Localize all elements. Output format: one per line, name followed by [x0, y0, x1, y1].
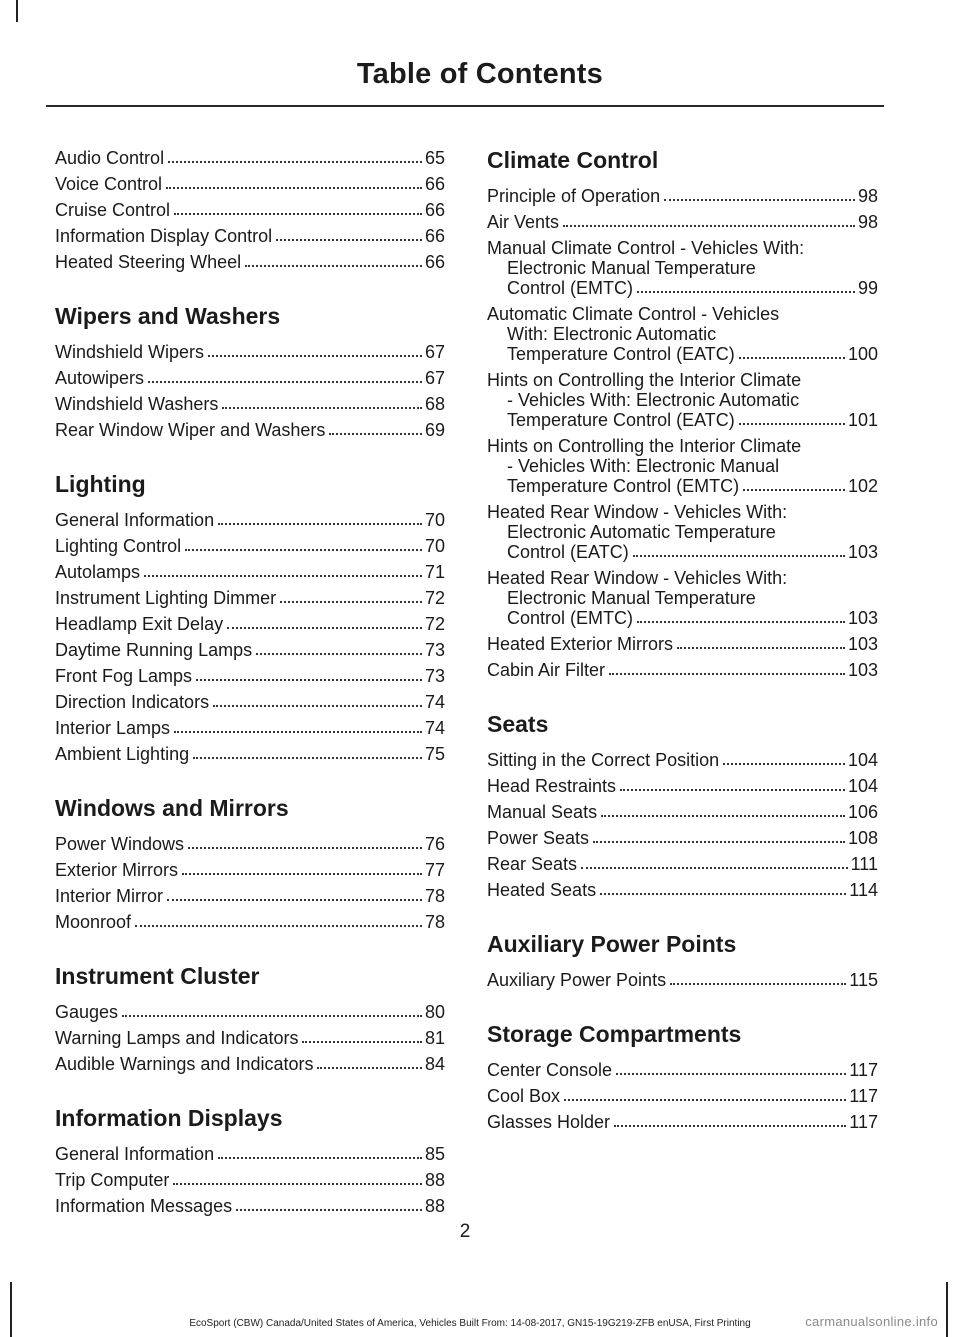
toc-page-number: 70	[424, 510, 445, 530]
toc-page-number: 72	[424, 614, 445, 634]
toc-page-number: 69	[424, 420, 445, 440]
toc-list	[55, 831, 445, 935]
toc-list	[487, 747, 878, 903]
toc-entry[interactable]	[55, 365, 445, 391]
toc-page-number: 88	[424, 1196, 445, 1216]
toc-entry-label: Direction Indicators	[55, 692, 210, 712]
toc-entry-line: Electronic Manual Temperature	[507, 588, 756, 608]
toc-entry-label: Auxiliary Power Points	[487, 970, 667, 990]
toc-entry[interactable]	[55, 507, 445, 533]
toc-page-number: 99	[857, 278, 878, 298]
toc-entry[interactable]	[55, 999, 445, 1025]
toc-page-number: 74	[424, 692, 445, 712]
toc-entry[interactable]	[55, 611, 445, 637]
dot-leader	[739, 423, 845, 425]
toc-section-climate-control	[487, 145, 878, 683]
toc-page-number: 66	[424, 174, 445, 194]
toc-list	[55, 145, 445, 275]
toc-entry-label: Rear Seats	[487, 854, 578, 874]
toc-page-number: 75	[424, 744, 445, 764]
toc-entry-line	[487, 542, 878, 562]
toc-page-number: 88	[424, 1170, 445, 1190]
toc-entry-label: Heated Steering Wheel	[55, 252, 242, 272]
dot-leader	[222, 407, 422, 409]
dot-leader	[317, 1067, 421, 1069]
dot-leader	[227, 627, 422, 629]
section-heading: Auxiliary Power Points	[487, 931, 737, 957]
toc-page-number: 98	[857, 186, 878, 206]
watermark: carmanualsonline.info	[805, 1314, 938, 1329]
toc-entry[interactable]	[55, 689, 445, 715]
dot-leader	[564, 1099, 846, 1101]
dot-leader	[637, 621, 845, 623]
toc-page-number: 76	[424, 834, 445, 854]
dot-leader	[616, 1073, 846, 1075]
toc-entry-line: - Vehicles With: Electronic Manual	[507, 456, 780, 476]
dot-leader	[739, 357, 845, 359]
footer-text: EcoSport (CBW) Canada/United States of America, Vehicles Built From: 14-08-2017, GN15-19G219-ZFB enUSA, First Printing	[189, 1318, 751, 1329]
dot-leader	[329, 433, 422, 435]
toc-list	[487, 1057, 878, 1135]
toc-entry-label: Center Console	[487, 1060, 613, 1080]
toc-section	[55, 145, 445, 275]
toc-entry[interactable]	[55, 1141, 445, 1167]
toc-entry-label: Lighting Control	[55, 536, 182, 556]
dot-leader	[245, 265, 422, 267]
dot-leader	[144, 575, 422, 577]
toc-page-number: 117	[849, 1060, 878, 1080]
toc-entry[interactable]	[55, 909, 445, 935]
toc-entry-label: Autolamps	[55, 562, 141, 582]
section-heading: Seats	[487, 711, 549, 737]
toc-entry-line	[487, 344, 878, 364]
toc-entry[interactable]	[55, 197, 445, 223]
toc-entry[interactable]	[55, 741, 445, 767]
toc-section-seats	[487, 709, 878, 903]
toc-section-information-displays	[55, 1103, 445, 1219]
toc-page-number: 115	[849, 970, 878, 990]
section-heading: Storage Compartments	[487, 1021, 742, 1047]
dot-leader	[188, 847, 422, 849]
section-heading: Wipers and Washers	[55, 303, 281, 329]
toc-entry-line: Manual Climate Control - Vehicles With:	[487, 238, 805, 258]
toc-entry-label: Temperature Control (EMTC)	[507, 476, 740, 496]
toc-entry-label: Sitting in the Correct Position	[487, 750, 720, 770]
toc-page-number: 114	[849, 880, 878, 900]
dot-leader	[174, 213, 422, 215]
dot-leader	[193, 757, 422, 759]
toc-entry[interactable]	[487, 773, 878, 799]
toc-entry[interactable]	[55, 585, 445, 611]
section-heading: Lighting	[55, 471, 146, 497]
toc-entry-line	[487, 608, 878, 628]
toc-entry-label: Cool Box	[487, 1086, 561, 1106]
toc-entry-line: - Vehicles With: Electronic Automatic	[507, 390, 800, 410]
toc-page-number: 78	[424, 912, 445, 932]
dot-leader	[166, 187, 422, 189]
crop-mark-bottom-left	[10, 1282, 12, 1337]
toc-entry[interactable]	[487, 825, 878, 851]
page-title: Table of Contents	[356, 58, 603, 90]
toc-section-auxiliary-power-points	[487, 929, 878, 993]
dot-leader	[256, 653, 422, 655]
toc-page-number: 68	[424, 394, 445, 414]
toc-entry[interactable]	[487, 799, 878, 825]
toc-page-number: 66	[424, 200, 445, 220]
toc-entry[interactable]	[55, 339, 445, 365]
toc-page-number: 117	[849, 1112, 878, 1132]
toc-list	[55, 507, 445, 767]
dot-leader	[633, 555, 845, 557]
toc-entry-label: Trip Computer	[55, 1170, 170, 1190]
dot-leader	[743, 489, 845, 491]
toc-entry[interactable]	[55, 1193, 445, 1219]
toc-entry-line: Hints on Controlling the Interior Climate	[487, 370, 802, 390]
dot-leader	[185, 549, 422, 551]
toc-entry-line: Automatic Climate Control - Vehicles	[487, 304, 780, 324]
dot-leader	[280, 601, 422, 603]
toc-entry-label: Control (EATC)	[507, 542, 629, 562]
toc-entry-label: Windshield Washers	[55, 394, 219, 414]
section-heading: Climate Control	[487, 147, 659, 173]
toc-section-lighting	[55, 469, 445, 767]
dot-leader	[637, 291, 855, 293]
toc-entry-label: Information Display Control	[55, 226, 273, 246]
toc-page-number: 73	[424, 640, 445, 660]
dot-leader	[664, 199, 855, 201]
toc-page-number: 81	[424, 1028, 445, 1048]
toc-entry-label: Power Windows	[55, 834, 185, 854]
toc-entry-label: Warning Lamps and Indicators	[55, 1028, 299, 1048]
dot-leader	[609, 673, 845, 675]
toc-entry-label: Heated Exterior Mirrors	[487, 634, 674, 654]
toc-entry[interactable]	[487, 183, 878, 209]
toc-page-number: 98	[857, 212, 878, 232]
toc-entry[interactable]	[55, 417, 445, 443]
toc-entry[interactable]	[55, 249, 445, 275]
toc-entry-label: Head Restraints	[487, 776, 617, 796]
dot-leader	[677, 647, 845, 649]
toc-page-number: 103	[847, 542, 878, 562]
toc-entry[interactable]	[487, 433, 878, 499]
toc-entry[interactable]	[487, 851, 878, 877]
toc-page-number: 104	[847, 750, 878, 770]
toc-page-number: 77	[424, 860, 445, 880]
toc-entry-line	[487, 278, 878, 298]
dot-leader	[302, 1041, 422, 1043]
toc-entry-label: Cabin Air Filter	[487, 660, 606, 680]
toc-page-number: 65	[424, 148, 445, 168]
dot-leader	[218, 1157, 422, 1159]
toc-entry-label: Headlamp Exit Delay	[55, 614, 224, 634]
section-heading: Information Displays	[55, 1105, 283, 1131]
toc-entry[interactable]	[487, 1109, 878, 1135]
toc-page-number: 73	[424, 666, 445, 686]
toc-entry[interactable]	[55, 391, 445, 417]
toc-entry-label: Audible Warnings and Indicators	[55, 1054, 314, 1074]
dot-leader	[168, 161, 422, 163]
dot-leader	[218, 523, 422, 525]
toc-entry[interactable]	[487, 301, 878, 367]
toc-entry[interactable]	[487, 367, 878, 433]
section-heading: Windows and Mirrors	[55, 795, 289, 821]
toc-column-right	[487, 145, 878, 1135]
toc-entry[interactable]	[55, 533, 445, 559]
toc-entry[interactable]	[55, 1167, 445, 1193]
toc-entry-label: Interior Mirror	[55, 886, 164, 906]
toc-entry-label: Glasses Holder	[487, 1112, 611, 1132]
toc-entry[interactable]	[487, 565, 878, 631]
dot-leader	[723, 763, 845, 765]
toc-entry-label: Air Vents	[487, 212, 560, 232]
toc-entry[interactable]	[55, 883, 445, 909]
toc-page-number: 67	[424, 342, 445, 362]
toc-entry-line: Electronic Manual Temperature	[507, 258, 756, 278]
toc-entry[interactable]	[55, 145, 445, 171]
toc-entry[interactable]	[487, 235, 878, 301]
toc-entry[interactable]	[487, 499, 878, 565]
toc-entry-label: Heated Seats	[487, 880, 597, 900]
toc-entry-label: Information Messages	[55, 1196, 233, 1216]
toc-list	[487, 967, 878, 993]
dot-leader	[276, 239, 422, 241]
toc-entry-label: Control (EMTC)	[507, 608, 634, 628]
toc-entry-label: Manual Seats	[487, 802, 598, 822]
toc-entry-label: Power Seats	[487, 828, 590, 848]
toc-entry[interactable]	[55, 637, 445, 663]
toc-entry[interactable]	[487, 209, 878, 235]
dot-leader	[581, 867, 848, 869]
toc-page-number: 108	[847, 828, 878, 848]
toc-entry[interactable]	[55, 559, 445, 585]
dot-leader	[208, 355, 422, 357]
toc-page-number: 80	[424, 1002, 445, 1022]
toc-page-number: 102	[847, 476, 878, 496]
dot-leader	[670, 983, 846, 985]
toc-entry-label: Moonroof	[55, 912, 132, 932]
toc-page-number: 72	[424, 588, 445, 608]
toc-entry[interactable]	[487, 1083, 878, 1109]
toc-entry-line: Heated Rear Window - Vehicles With:	[487, 568, 788, 588]
toc-page-number: 85	[424, 1144, 445, 1164]
page-number: 2	[459, 1221, 471, 1242]
toc-entry[interactable]	[487, 657, 878, 683]
toc-entry-label: Autowipers	[55, 368, 145, 388]
toc-page-number: 101	[847, 410, 878, 430]
toc-entry-label: Windshield Wipers	[55, 342, 205, 362]
toc-entry-label: Gauges	[55, 1002, 119, 1022]
toc-page-number: 71	[424, 562, 445, 582]
toc-entry[interactable]	[55, 715, 445, 741]
toc-section-instrument-cluster	[55, 961, 445, 1077]
toc-page-number: 66	[424, 252, 445, 272]
dot-leader	[593, 841, 845, 843]
toc-entry-label: Audio Control	[55, 148, 165, 168]
toc-entry-label: Ambient Lighting	[55, 744, 190, 764]
toc-entry[interactable]	[487, 747, 878, 773]
toc-entry-line: Electronic Automatic Temperature	[507, 522, 776, 542]
toc-entry[interactable]	[487, 967, 878, 993]
toc-entry-label: Rear Window Wiper and Washers	[55, 420, 326, 440]
dot-leader	[213, 705, 422, 707]
toc-entry[interactable]	[55, 223, 445, 249]
toc-entry-line: Heated Rear Window - Vehicles With:	[487, 502, 788, 522]
toc-page-number: 111	[850, 854, 878, 874]
header-rule	[46, 105, 884, 107]
toc-page-number: 84	[424, 1054, 445, 1074]
dot-leader	[620, 789, 845, 791]
toc-list	[55, 999, 445, 1077]
toc-entry[interactable]	[55, 831, 445, 857]
dot-leader	[122, 1015, 422, 1017]
toc-column-left	[55, 145, 445, 1219]
dot-leader	[563, 225, 855, 227]
toc-entry-label: Cruise Control	[55, 200, 171, 220]
toc-list	[55, 1141, 445, 1219]
toc-list	[55, 339, 445, 443]
dot-leader	[174, 731, 422, 733]
dot-leader	[196, 679, 422, 681]
toc-page-number: 106	[847, 802, 878, 822]
toc-entry[interactable]	[55, 1025, 445, 1051]
toc-page-number: 78	[424, 886, 445, 906]
toc-entry-label: Voice Control	[55, 174, 163, 194]
toc-page-number: 103	[847, 608, 878, 628]
toc-entry[interactable]	[55, 1051, 445, 1077]
toc-entry-label: General Information	[55, 510, 215, 530]
toc-page-number: 70	[424, 536, 445, 556]
dot-leader	[600, 893, 846, 895]
toc-entry-label: Exterior Mirrors	[55, 860, 179, 880]
dot-leader	[135, 925, 422, 927]
toc-section-wipers-and-washers	[55, 301, 445, 443]
toc-entry-line	[487, 410, 878, 430]
toc-entry[interactable]	[487, 1057, 878, 1083]
crop-mark-top-left	[16, 0, 18, 22]
toc-entry-label: Instrument Lighting Dimmer	[55, 588, 277, 608]
toc-page-number: 100	[847, 344, 878, 364]
toc-page-number: 66	[424, 226, 445, 246]
toc-section-windows-and-mirrors	[55, 793, 445, 935]
toc-entry-label: Daytime Running Lamps	[55, 640, 253, 660]
section-heading: Instrument Cluster	[55, 963, 260, 989]
toc-entry-line: With: Electronic Automatic	[507, 324, 717, 344]
dot-leader	[236, 1209, 422, 1211]
toc-page-number: 103	[847, 634, 878, 654]
toc-page-number: 104	[847, 776, 878, 796]
toc-entry-label: Temperature Control (EATC)	[507, 410, 735, 430]
toc-page-number: 67	[424, 368, 445, 388]
dot-leader	[601, 815, 845, 817]
toc-entry[interactable]	[55, 663, 445, 689]
toc-list	[487, 183, 878, 683]
toc-entry-label: Front Fog Lamps	[55, 666, 193, 686]
toc-page-number: 74	[424, 718, 445, 738]
toc-entry[interactable]	[487, 631, 878, 657]
toc-section-storage-compartments	[487, 1019, 878, 1135]
dot-leader	[167, 899, 422, 901]
toc-entry-label: Interior Lamps	[55, 718, 171, 738]
dot-leader	[148, 381, 422, 383]
toc-entry[interactable]	[55, 171, 445, 197]
toc-entry-label: Temperature Control (EATC)	[507, 344, 735, 364]
dot-leader	[173, 1183, 422, 1185]
crop-mark-bottom-right	[946, 1282, 948, 1337]
dot-leader	[614, 1125, 846, 1127]
toc-entry-label: Control (EMTC)	[507, 278, 634, 298]
toc-entry-line: Hints on Controlling the Interior Climate	[487, 436, 802, 456]
toc-entry-label: Principle of Operation	[487, 186, 661, 206]
toc-entry[interactable]	[487, 877, 878, 903]
toc-page-number: 103	[847, 660, 878, 680]
toc-entry[interactable]	[55, 857, 445, 883]
toc-page-number: 117	[849, 1086, 878, 1106]
dot-leader	[182, 873, 422, 875]
toc-entry-label: General Information	[55, 1144, 215, 1164]
toc-entry-line	[487, 476, 878, 496]
